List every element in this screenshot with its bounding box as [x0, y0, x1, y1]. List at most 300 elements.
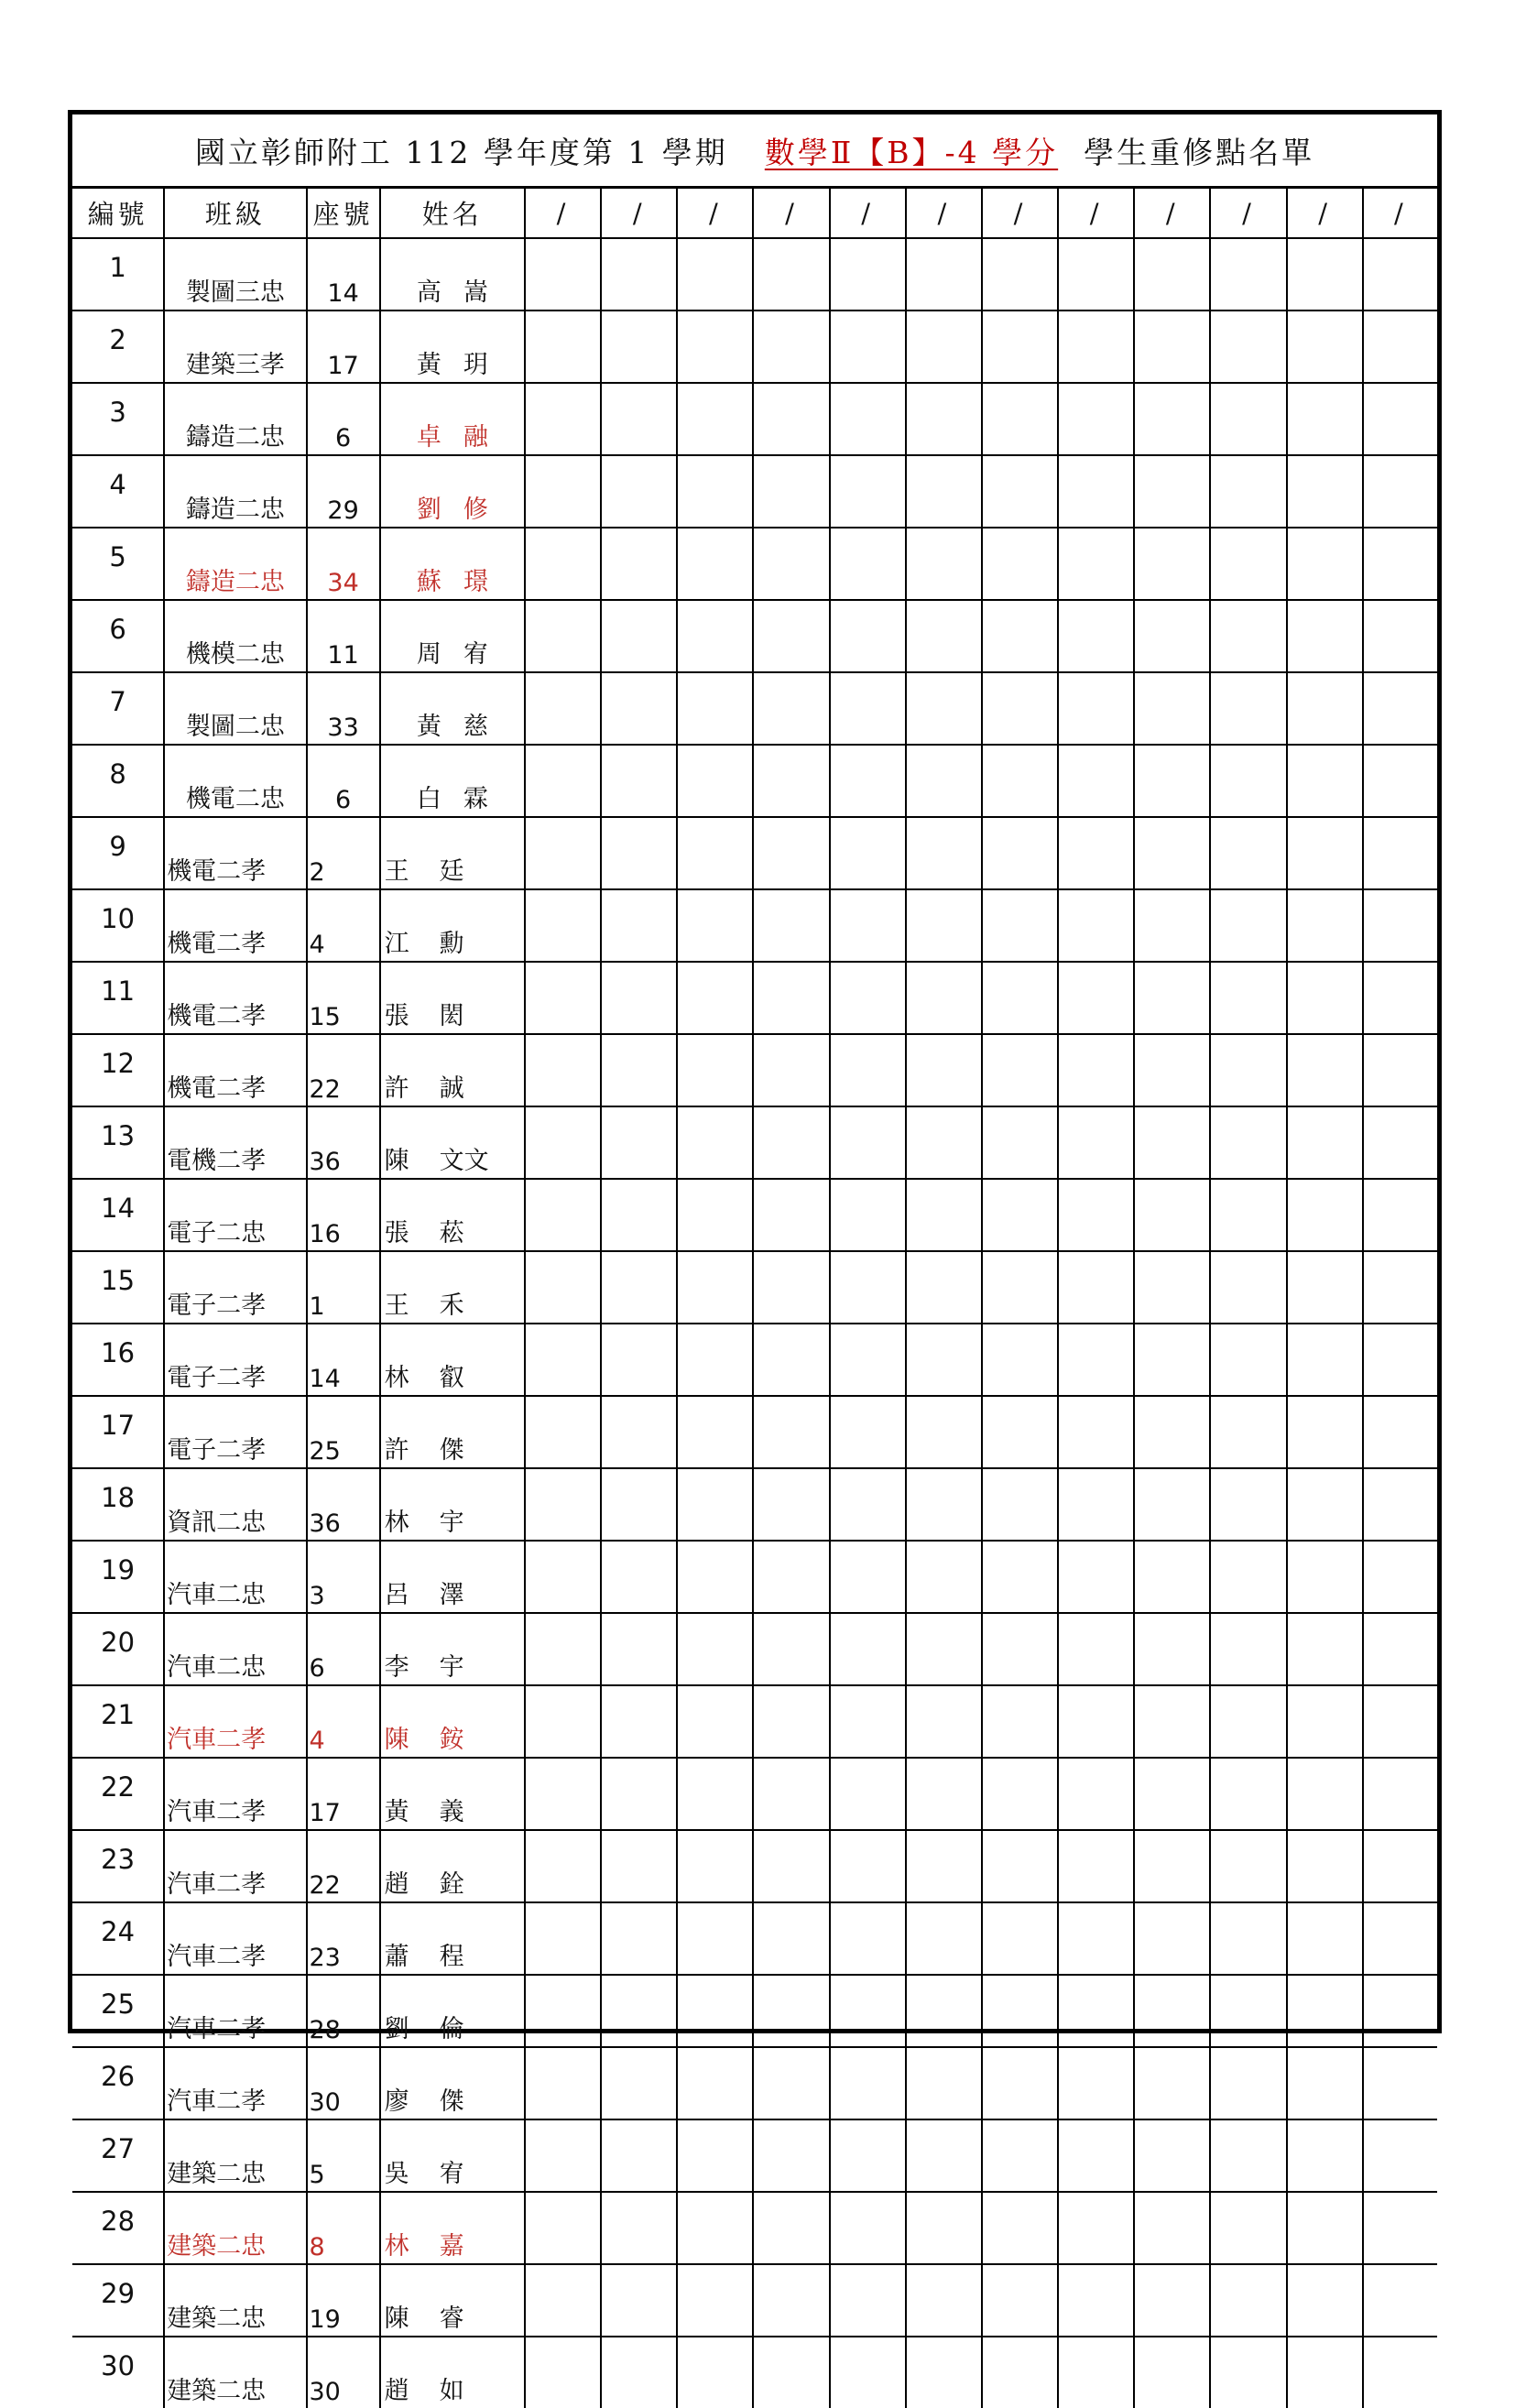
attendance-cell[interactable]	[1363, 745, 1437, 817]
attendance-cell[interactable]	[906, 455, 982, 528]
attendance-cell[interactable]	[525, 2047, 601, 2119]
attendance-cell[interactable]	[1058, 1830, 1134, 1902]
attendance-cell[interactable]	[1363, 1613, 1437, 1685]
attendance-cell[interactable]	[1058, 745, 1134, 817]
attendance-cell[interactable]	[601, 1179, 677, 1251]
attendance-cell[interactable]	[1134, 1975, 1210, 2047]
attendance-cell[interactable]	[1363, 1541, 1437, 1613]
attendance-cell[interactable]	[1210, 1034, 1286, 1106]
attendance-cell[interactable]	[601, 1251, 677, 1324]
attendance-cell[interactable]	[982, 2047, 1058, 2119]
attendance-cell[interactable]	[830, 745, 906, 817]
attendance-cell[interactable]	[1134, 1541, 1210, 1613]
attendance-cell[interactable]	[1210, 1613, 1286, 1685]
attendance-cell[interactable]	[1363, 600, 1437, 672]
attendance-cell[interactable]	[1210, 238, 1286, 311]
attendance-cell[interactable]	[1287, 1685, 1363, 1758]
attendance-cell[interactable]	[525, 2192, 601, 2264]
attendance-cell[interactable]	[906, 2337, 982, 2408]
attendance-cell[interactable]	[906, 1758, 982, 1830]
attendance-cell[interactable]	[753, 311, 829, 383]
attendance-cell[interactable]	[525, 600, 601, 672]
attendance-cell[interactable]	[830, 2119, 906, 2192]
attendance-cell[interactable]	[906, 1830, 982, 1902]
attendance-cell[interactable]	[601, 311, 677, 383]
attendance-cell[interactable]	[1363, 311, 1437, 383]
attendance-cell[interactable]	[1058, 2192, 1134, 2264]
attendance-cell[interactable]	[1134, 2047, 1210, 2119]
attendance-cell[interactable]	[1363, 962, 1437, 1034]
attendance-cell[interactable]	[601, 600, 677, 672]
attendance-cell[interactable]	[982, 1758, 1058, 1830]
attendance-cell[interactable]	[1134, 455, 1210, 528]
attendance-cell[interactable]	[601, 2192, 677, 2264]
attendance-cell[interactable]	[601, 1758, 677, 1830]
attendance-cell[interactable]	[1210, 962, 1286, 1034]
attendance-cell[interactable]	[1363, 2047, 1437, 2119]
attendance-cell[interactable]	[982, 528, 1058, 600]
attendance-cell[interactable]	[1134, 383, 1210, 455]
attendance-cell[interactable]	[1210, 528, 1286, 600]
attendance-cell[interactable]	[906, 1396, 982, 1468]
attendance-cell[interactable]	[677, 1324, 753, 1396]
attendance-cell[interactable]	[1134, 1685, 1210, 1758]
attendance-cell[interactable]	[525, 1034, 601, 1106]
attendance-cell[interactable]	[677, 1034, 753, 1106]
attendance-cell[interactable]	[830, 311, 906, 383]
attendance-cell[interactable]	[830, 1396, 906, 1468]
attendance-cell[interactable]	[1058, 889, 1134, 962]
attendance-cell[interactable]	[906, 1034, 982, 1106]
attendance-cell[interactable]	[830, 1034, 906, 1106]
attendance-cell[interactable]	[525, 2264, 601, 2337]
attendance-cell[interactable]	[1363, 455, 1437, 528]
attendance-cell[interactable]	[1058, 600, 1134, 672]
attendance-cell[interactable]	[1134, 672, 1210, 745]
attendance-cell[interactable]	[906, 1324, 982, 1396]
attendance-cell[interactable]	[1363, 1902, 1437, 1975]
attendance-cell[interactable]	[1134, 1902, 1210, 1975]
attendance-cell[interactable]	[982, 238, 1058, 311]
attendance-cell[interactable]	[753, 1613, 829, 1685]
attendance-cell[interactable]	[906, 1685, 982, 1758]
attendance-cell[interactable]	[601, 1468, 677, 1541]
attendance-cell[interactable]	[525, 1251, 601, 1324]
attendance-cell[interactable]	[1363, 1468, 1437, 1541]
attendance-cell[interactable]	[982, 600, 1058, 672]
attendance-cell[interactable]	[753, 2264, 829, 2337]
attendance-cell[interactable]	[1363, 1324, 1437, 1396]
attendance-cell[interactable]	[601, 1396, 677, 1468]
attendance-cell[interactable]	[982, 1106, 1058, 1179]
attendance-cell[interactable]	[1134, 745, 1210, 817]
attendance-cell[interactable]	[830, 672, 906, 745]
attendance-cell[interactable]	[677, 1975, 753, 2047]
attendance-cell[interactable]	[982, 889, 1058, 962]
attendance-cell[interactable]	[601, 238, 677, 311]
attendance-cell[interactable]	[1287, 1830, 1363, 1902]
attendance-cell[interactable]	[1134, 1396, 1210, 1468]
attendance-cell[interactable]	[601, 528, 677, 600]
attendance-cell[interactable]	[1287, 817, 1363, 889]
attendance-cell[interactable]	[525, 672, 601, 745]
attendance-cell[interactable]	[753, 1034, 829, 1106]
attendance-cell[interactable]	[677, 1179, 753, 1251]
attendance-cell[interactable]	[1058, 1975, 1134, 2047]
attendance-cell[interactable]	[1210, 1324, 1286, 1396]
attendance-cell[interactable]	[830, 2264, 906, 2337]
attendance-cell[interactable]	[1363, 1685, 1437, 1758]
attendance-cell[interactable]	[1210, 600, 1286, 672]
attendance-cell[interactable]	[677, 672, 753, 745]
attendance-cell[interactable]	[753, 1468, 829, 1541]
attendance-cell[interactable]	[753, 2047, 829, 2119]
attendance-cell[interactable]	[601, 962, 677, 1034]
attendance-cell[interactable]	[906, 817, 982, 889]
attendance-cell[interactable]	[830, 1541, 906, 1613]
attendance-cell[interactable]	[982, 2337, 1058, 2408]
attendance-cell[interactable]	[1363, 2192, 1437, 2264]
attendance-cell[interactable]	[753, 1830, 829, 1902]
attendance-cell[interactable]	[906, 2264, 982, 2337]
attendance-cell[interactable]	[677, 528, 753, 600]
attendance-cell[interactable]	[1363, 1830, 1437, 1902]
attendance-cell[interactable]	[525, 1324, 601, 1396]
attendance-cell[interactable]	[1363, 1975, 1437, 2047]
attendance-cell[interactable]	[830, 238, 906, 311]
attendance-cell[interactable]	[677, 311, 753, 383]
attendance-cell[interactable]	[1363, 1106, 1437, 1179]
attendance-cell[interactable]	[601, 1034, 677, 1106]
attendance-cell[interactable]	[1058, 2047, 1134, 2119]
attendance-cell[interactable]	[525, 817, 601, 889]
attendance-cell[interactable]	[906, 745, 982, 817]
attendance-cell[interactable]	[1058, 1902, 1134, 1975]
attendance-cell[interactable]	[677, 2337, 753, 2408]
attendance-cell[interactable]	[525, 238, 601, 311]
attendance-cell[interactable]	[982, 1830, 1058, 1902]
attendance-cell[interactable]	[830, 962, 906, 1034]
attendance-cell[interactable]	[1134, 311, 1210, 383]
attendance-cell[interactable]	[601, 817, 677, 889]
attendance-cell[interactable]	[525, 1758, 601, 1830]
attendance-cell[interactable]	[1058, 1324, 1134, 1396]
attendance-cell[interactable]	[1287, 745, 1363, 817]
attendance-cell[interactable]	[906, 1975, 982, 2047]
attendance-cell[interactable]	[1363, 528, 1437, 600]
attendance-cell[interactable]	[525, 1975, 601, 2047]
attendance-cell[interactable]	[830, 889, 906, 962]
attendance-cell[interactable]	[1363, 238, 1437, 311]
attendance-cell[interactable]	[1363, 2119, 1437, 2192]
attendance-cell[interactable]	[982, 1324, 1058, 1396]
attendance-cell[interactable]	[982, 1251, 1058, 1324]
attendance-cell[interactable]	[1058, 383, 1134, 455]
attendance-cell[interactable]	[1210, 311, 1286, 383]
attendance-cell[interactable]	[753, 962, 829, 1034]
attendance-cell[interactable]	[1058, 1468, 1134, 1541]
attendance-cell[interactable]	[830, 817, 906, 889]
attendance-cell[interactable]	[1210, 2192, 1286, 2264]
attendance-cell[interactable]	[1210, 1975, 1286, 2047]
attendance-cell[interactable]	[830, 1324, 906, 1396]
attendance-cell[interactable]	[982, 962, 1058, 1034]
attendance-cell[interactable]	[1363, 2264, 1437, 2337]
attendance-cell[interactable]	[525, 1902, 601, 1975]
attendance-cell[interactable]	[1287, 1541, 1363, 1613]
attendance-cell[interactable]	[906, 962, 982, 1034]
attendance-cell[interactable]	[677, 1758, 753, 1830]
attendance-cell[interactable]	[1058, 1396, 1134, 1468]
attendance-cell[interactable]	[830, 2047, 906, 2119]
attendance-cell[interactable]	[753, 745, 829, 817]
attendance-cell[interactable]	[677, 817, 753, 889]
attendance-cell[interactable]	[1058, 962, 1134, 1034]
attendance-cell[interactable]	[677, 1613, 753, 1685]
attendance-cell[interactable]	[1287, 2264, 1363, 2337]
attendance-cell[interactable]	[1134, 1106, 1210, 1179]
attendance-cell[interactable]	[753, 889, 829, 962]
attendance-cell[interactable]	[525, 2119, 601, 2192]
attendance-cell[interactable]	[1210, 2264, 1286, 2337]
attendance-cell[interactable]	[677, 1541, 753, 1613]
attendance-cell[interactable]	[1134, 1251, 1210, 1324]
attendance-cell[interactable]	[982, 1902, 1058, 1975]
attendance-cell[interactable]	[1210, 2047, 1286, 2119]
attendance-cell[interactable]	[1287, 1034, 1363, 1106]
attendance-cell[interactable]	[1134, 600, 1210, 672]
attendance-cell[interactable]	[677, 1251, 753, 1324]
attendance-cell[interactable]	[1363, 1396, 1437, 1468]
attendance-cell[interactable]	[1134, 238, 1210, 311]
attendance-cell[interactable]	[525, 745, 601, 817]
attendance-cell[interactable]	[677, 1106, 753, 1179]
attendance-cell[interactable]	[1287, 1758, 1363, 1830]
attendance-cell[interactable]	[601, 1902, 677, 1975]
attendance-cell[interactable]	[1134, 1179, 1210, 1251]
attendance-cell[interactable]	[1210, 1251, 1286, 1324]
attendance-cell[interactable]	[1210, 383, 1286, 455]
attendance-cell[interactable]	[601, 672, 677, 745]
attendance-cell[interactable]	[677, 2264, 753, 2337]
attendance-cell[interactable]	[1210, 2337, 1286, 2408]
attendance-cell[interactable]	[525, 1179, 601, 1251]
attendance-cell[interactable]	[1058, 2119, 1134, 2192]
attendance-cell[interactable]	[1287, 1106, 1363, 1179]
attendance-cell[interactable]	[753, 1106, 829, 1179]
attendance-cell[interactable]	[1058, 1106, 1134, 1179]
attendance-cell[interactable]	[1134, 1613, 1210, 1685]
attendance-cell[interactable]	[677, 455, 753, 528]
attendance-cell[interactable]	[601, 1324, 677, 1396]
attendance-cell[interactable]	[830, 600, 906, 672]
attendance-cell[interactable]	[1210, 1685, 1286, 1758]
attendance-cell[interactable]	[830, 1758, 906, 1830]
attendance-cell[interactable]	[982, 817, 1058, 889]
attendance-cell[interactable]	[982, 1034, 1058, 1106]
attendance-cell[interactable]	[1210, 1758, 1286, 1830]
attendance-cell[interactable]	[601, 1106, 677, 1179]
attendance-cell[interactable]	[982, 311, 1058, 383]
attendance-cell[interactable]	[1363, 817, 1437, 889]
attendance-cell[interactable]	[982, 455, 1058, 528]
attendance-cell[interactable]	[677, 2119, 753, 2192]
attendance-cell[interactable]	[1287, 2119, 1363, 2192]
attendance-cell[interactable]	[1058, 1541, 1134, 1613]
attendance-cell[interactable]	[1210, 1902, 1286, 1975]
attendance-cell[interactable]	[1058, 817, 1134, 889]
attendance-cell[interactable]	[1287, 1324, 1363, 1396]
attendance-cell[interactable]	[982, 1396, 1058, 1468]
attendance-cell[interactable]	[601, 2047, 677, 2119]
attendance-cell[interactable]	[601, 1613, 677, 1685]
attendance-cell[interactable]	[525, 1613, 601, 1685]
attendance-cell[interactable]	[677, 238, 753, 311]
attendance-cell[interactable]	[982, 1541, 1058, 1613]
attendance-cell[interactable]	[753, 817, 829, 889]
attendance-cell[interactable]	[753, 1541, 829, 1613]
attendance-cell[interactable]	[1210, 1179, 1286, 1251]
attendance-cell[interactable]	[1210, 1106, 1286, 1179]
attendance-cell[interactable]	[1134, 1758, 1210, 1830]
attendance-cell[interactable]	[753, 528, 829, 600]
attendance-cell[interactable]	[1134, 2264, 1210, 2337]
attendance-cell[interactable]	[525, 2337, 601, 2408]
attendance-cell[interactable]	[601, 745, 677, 817]
attendance-cell[interactable]	[1287, 1251, 1363, 1324]
attendance-cell[interactable]	[1287, 1613, 1363, 1685]
attendance-cell[interactable]	[982, 2119, 1058, 2192]
attendance-cell[interactable]	[601, 2119, 677, 2192]
attendance-cell[interactable]	[982, 1613, 1058, 1685]
attendance-cell[interactable]	[830, 1975, 906, 2047]
attendance-cell[interactable]	[906, 238, 982, 311]
attendance-cell[interactable]	[525, 962, 601, 1034]
attendance-cell[interactable]	[1287, 383, 1363, 455]
attendance-cell[interactable]	[906, 672, 982, 745]
attendance-cell[interactable]	[830, 1613, 906, 1685]
attendance-cell[interactable]	[1363, 889, 1437, 962]
attendance-cell[interactable]	[830, 1179, 906, 1251]
attendance-cell[interactable]	[906, 1468, 982, 1541]
attendance-cell[interactable]	[1058, 672, 1134, 745]
attendance-cell[interactable]	[982, 383, 1058, 455]
attendance-cell[interactable]	[601, 1685, 677, 1758]
attendance-cell[interactable]	[525, 528, 601, 600]
attendance-cell[interactable]	[601, 2337, 677, 2408]
attendance-cell[interactable]	[753, 2192, 829, 2264]
attendance-cell[interactable]	[601, 1975, 677, 2047]
attendance-cell[interactable]	[1210, 455, 1286, 528]
attendance-cell[interactable]	[830, 1830, 906, 1902]
attendance-cell[interactable]	[1287, 889, 1363, 962]
attendance-cell[interactable]	[1287, 600, 1363, 672]
attendance-cell[interactable]	[753, 1758, 829, 1830]
attendance-cell[interactable]	[1210, 889, 1286, 962]
attendance-cell[interactable]	[830, 2337, 906, 2408]
attendance-cell[interactable]	[1210, 672, 1286, 745]
attendance-cell[interactable]	[906, 889, 982, 962]
attendance-cell[interactable]	[1134, 1034, 1210, 1106]
attendance-cell[interactable]	[525, 455, 601, 528]
attendance-cell[interactable]	[1210, 1468, 1286, 1541]
attendance-cell[interactable]	[830, 528, 906, 600]
attendance-cell[interactable]	[982, 1179, 1058, 1251]
attendance-cell[interactable]	[525, 1468, 601, 1541]
attendance-cell[interactable]	[830, 383, 906, 455]
attendance-cell[interactable]	[601, 1541, 677, 1613]
attendance-cell[interactable]	[1134, 2192, 1210, 2264]
attendance-cell[interactable]	[677, 1468, 753, 1541]
attendance-cell[interactable]	[1058, 1613, 1134, 1685]
attendance-cell[interactable]	[1210, 1396, 1286, 1468]
attendance-cell[interactable]	[753, 672, 829, 745]
attendance-cell[interactable]	[753, 1324, 829, 1396]
attendance-cell[interactable]	[982, 1468, 1058, 1541]
attendance-cell[interactable]	[677, 1396, 753, 1468]
attendance-cell[interactable]	[1363, 383, 1437, 455]
attendance-cell[interactable]	[1363, 1179, 1437, 1251]
attendance-cell[interactable]	[830, 1251, 906, 1324]
attendance-cell[interactable]	[601, 2264, 677, 2337]
attendance-cell[interactable]	[1287, 455, 1363, 528]
attendance-cell[interactable]	[982, 1975, 1058, 2047]
attendance-cell[interactable]	[1058, 1034, 1134, 1106]
attendance-cell[interactable]	[1134, 889, 1210, 962]
attendance-cell[interactable]	[1363, 1758, 1437, 1830]
attendance-cell[interactable]	[753, 2119, 829, 2192]
attendance-cell[interactable]	[525, 1685, 601, 1758]
attendance-cell[interactable]	[1058, 455, 1134, 528]
attendance-cell[interactable]	[1363, 2337, 1437, 2408]
attendance-cell[interactable]	[906, 1902, 982, 1975]
attendance-cell[interactable]	[906, 311, 982, 383]
attendance-cell[interactable]	[753, 600, 829, 672]
attendance-cell[interactable]	[677, 2047, 753, 2119]
attendance-cell[interactable]	[1287, 1902, 1363, 1975]
attendance-cell[interactable]	[906, 1179, 982, 1251]
attendance-cell[interactable]	[1287, 672, 1363, 745]
attendance-cell[interactable]	[1287, 2192, 1363, 2264]
attendance-cell[interactable]	[601, 383, 677, 455]
attendance-cell[interactable]	[677, 1902, 753, 1975]
attendance-cell[interactable]	[982, 672, 1058, 745]
attendance-cell[interactable]	[1134, 817, 1210, 889]
attendance-cell[interactable]	[1058, 2264, 1134, 2337]
attendance-cell[interactable]	[1210, 1830, 1286, 1902]
attendance-cell[interactable]	[1210, 745, 1286, 817]
attendance-cell[interactable]	[1287, 1975, 1363, 2047]
attendance-cell[interactable]	[677, 745, 753, 817]
attendance-cell[interactable]	[1134, 2337, 1210, 2408]
attendance-cell[interactable]	[830, 1685, 906, 1758]
attendance-cell[interactable]	[1210, 1541, 1286, 1613]
attendance-cell[interactable]	[1134, 1468, 1210, 1541]
attendance-cell[interactable]	[1210, 817, 1286, 889]
attendance-cell[interactable]	[1134, 1324, 1210, 1396]
attendance-cell[interactable]	[753, 1396, 829, 1468]
attendance-cell[interactable]	[1058, 1685, 1134, 1758]
attendance-cell[interactable]	[906, 1106, 982, 1179]
attendance-cell[interactable]	[1210, 2119, 1286, 2192]
attendance-cell[interactable]	[982, 2192, 1058, 2264]
attendance-cell[interactable]	[1287, 238, 1363, 311]
attendance-cell[interactable]	[982, 2264, 1058, 2337]
attendance-cell[interactable]	[1363, 672, 1437, 745]
attendance-cell[interactable]	[677, 383, 753, 455]
attendance-cell[interactable]	[1287, 311, 1363, 383]
attendance-cell[interactable]	[753, 238, 829, 311]
